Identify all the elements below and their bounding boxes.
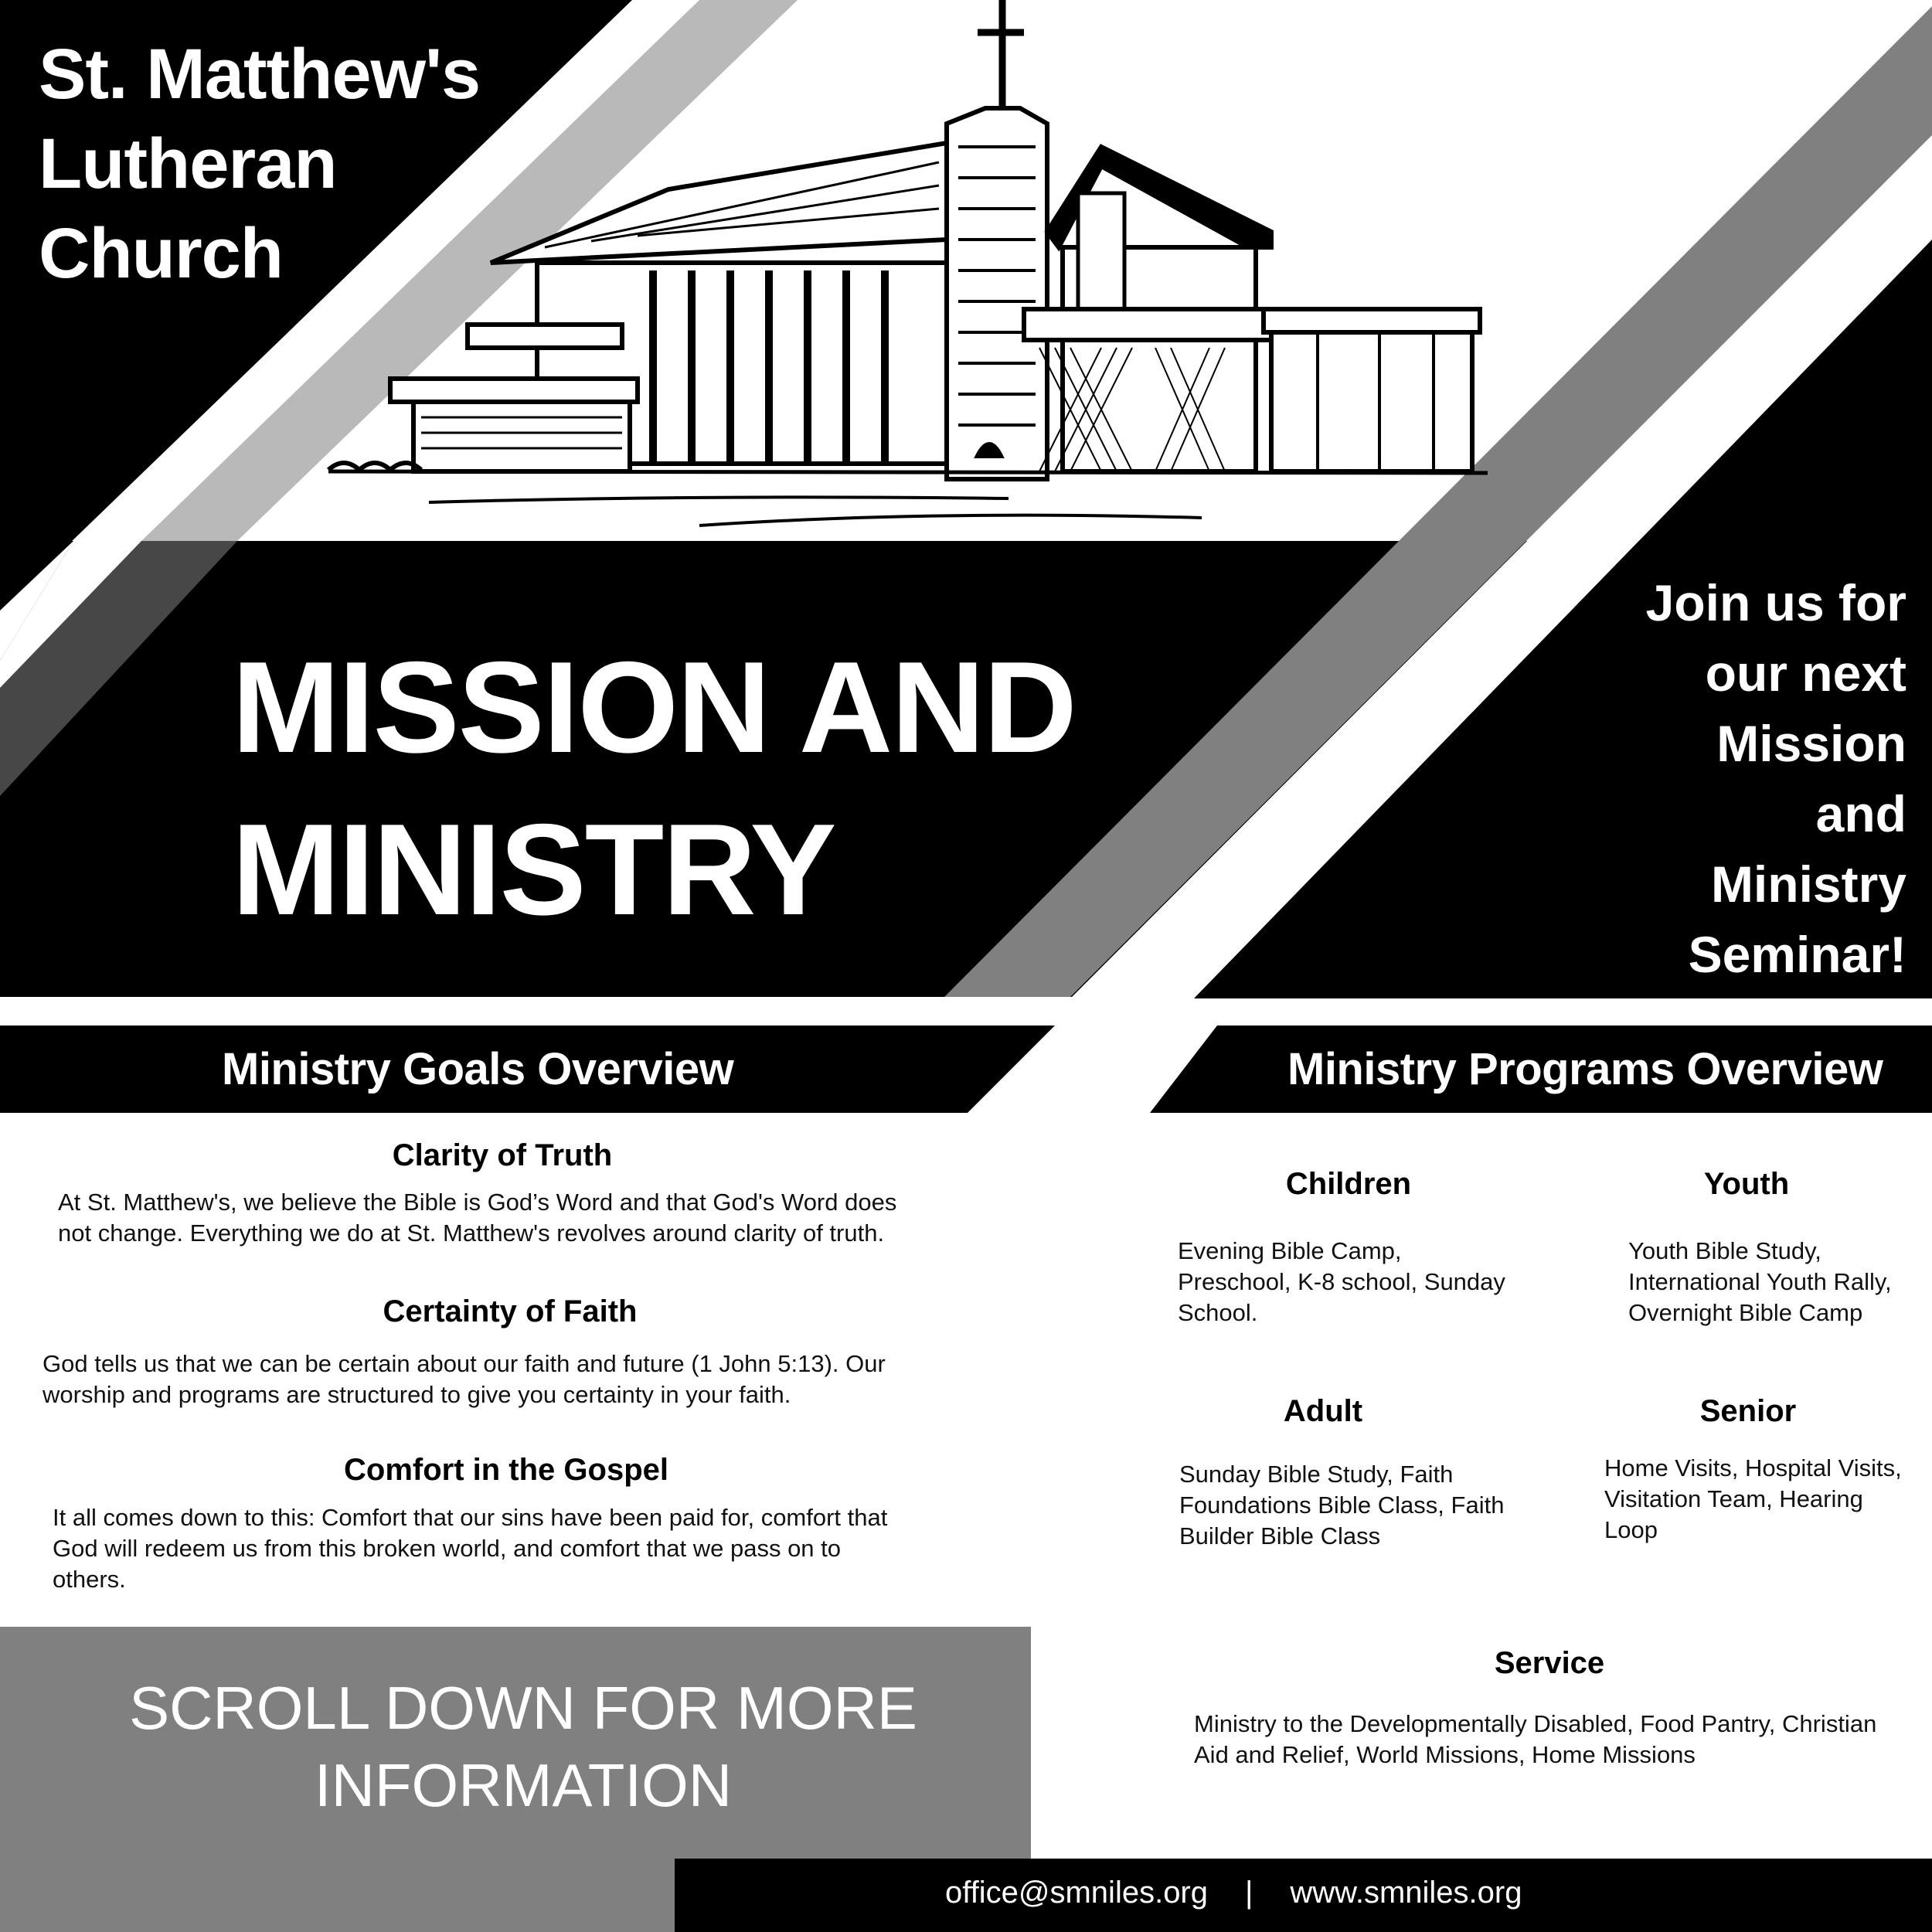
text-line: It all comes down to this: Comfort that our sins have been paid for, comfort that <box>53 1504 888 1531</box>
text-line: Sunday Bible Study, Faith <box>1179 1461 1454 1488</box>
text-line: At St. Matthew's, we believe the Bible is God’s Word and that God's Word does <box>58 1189 897 1216</box>
text-line: Loop <box>1604 1516 1658 1543</box>
main-title-line: MINISTRY <box>232 797 835 942</box>
program-text-senior <box>1604 1453 1902 1546</box>
invitation-line: Seminar! <box>1688 926 1906 983</box>
white-gap <box>0 997 1932 1026</box>
text-line: not change. Everything we do at St. Matthew's revolves around clarity of truth. <box>58 1219 885 1247</box>
website-link[interactable]: www.smniles.org <box>1290 1876 1522 1910</box>
contact-footer <box>675 1859 1932 1932</box>
text-line: God tells us that we can be certain about our faith and future (1 John 5:13). Our <box>43 1350 886 1377</box>
text-line: International Youth Rally, <box>1628 1268 1892 1295</box>
program-title-adult: Adult <box>1283 1394 1363 1428</box>
church-illustration <box>313 0 1511 541</box>
goals-section-header: Ministry Goals Overview <box>222 1044 734 1094</box>
main-title <box>232 626 1076 951</box>
text-line: Evening Bible Camp, <box>1178 1237 1402 1264</box>
program-title-senior: Senior <box>1699 1394 1797 1428</box>
goal-text-clarity <box>58 1187 896 1249</box>
text-line: Youth Bible Study, <box>1628 1237 1821 1264</box>
text-line: Aid and Relief, World Missions, Home Missions <box>1194 1741 1696 1768</box>
text-line: School. <box>1178 1299 1258 1326</box>
text-line: Preschool, K-8 school, Sunday <box>1178 1268 1505 1295</box>
text-line: Home Visits, Hospital Visits, <box>1604 1454 1902 1481</box>
goal-text-comfort <box>53 1502 887 1595</box>
footer-separator: | <box>1245 1876 1253 1910</box>
text-line: Builder Bible Class <box>1179 1522 1381 1549</box>
text-line: Overnight Bible Camp <box>1628 1299 1863 1326</box>
text-line: worship and programs are structured to give you certainty in your faith. <box>43 1381 791 1408</box>
text-line: God will redeem us from this broken world, and comfort that we pass on to <box>53 1535 842 1562</box>
program-title-service: Service <box>1494 1646 1605 1680</box>
invitation-line: our next <box>1705 645 1906 702</box>
church-name-line: Church <box>39 214 283 293</box>
scroll-down-text <box>0 1669 1046 1824</box>
program-title-children: Children <box>1285 1167 1412 1201</box>
church-name <box>39 29 480 298</box>
cta-line: INFORMATION <box>314 1751 733 1819</box>
goal-text-certainty <box>43 1349 886 1410</box>
church-name-line: St. Matthew's <box>39 35 481 114</box>
text-line: Ministry to the Developmentally Disabled, Food Pantry, Christian <box>1194 1710 1877 1737</box>
text-line: Visitation Team, Hearing <box>1604 1485 1863 1512</box>
invitation-line: Ministry <box>1710 855 1906 913</box>
program-title-youth: Youth <box>1703 1167 1790 1201</box>
church-name-line: Lutheran <box>39 124 337 203</box>
goal-title-comfort: Comfort in the Gospel <box>344 1453 668 1487</box>
invitation-line: Join us for <box>1645 574 1906 631</box>
program-text-children <box>1178 1236 1505 1328</box>
program-text-service <box>1194 1709 1876 1770</box>
programs-section-header: Ministry Programs Overview <box>1287 1044 1883 1094</box>
program-text-adult <box>1179 1459 1504 1552</box>
email-link[interactable]: office@smniles.org <box>945 1876 1208 1910</box>
invitation-line: Mission <box>1716 715 1906 772</box>
cta-line: SCROLL DOWN FOR MORE <box>129 1674 917 1742</box>
goal-title-certainty: Certainty of Faith <box>383 1294 638 1328</box>
invitation-line: and <box>1815 785 1906 842</box>
text-line: Foundations Bible Class, Faith <box>1179 1492 1505 1519</box>
text-line: others. <box>53 1566 126 1593</box>
program-text-youth <box>1628 1236 1892 1328</box>
footer-contacts <box>945 1876 1522 1910</box>
seminar-invitation <box>1520 568 1906 990</box>
main-title-line: MISSION AND <box>232 634 1076 780</box>
goal-title-clarity: Clarity of Truth <box>392 1138 613 1172</box>
